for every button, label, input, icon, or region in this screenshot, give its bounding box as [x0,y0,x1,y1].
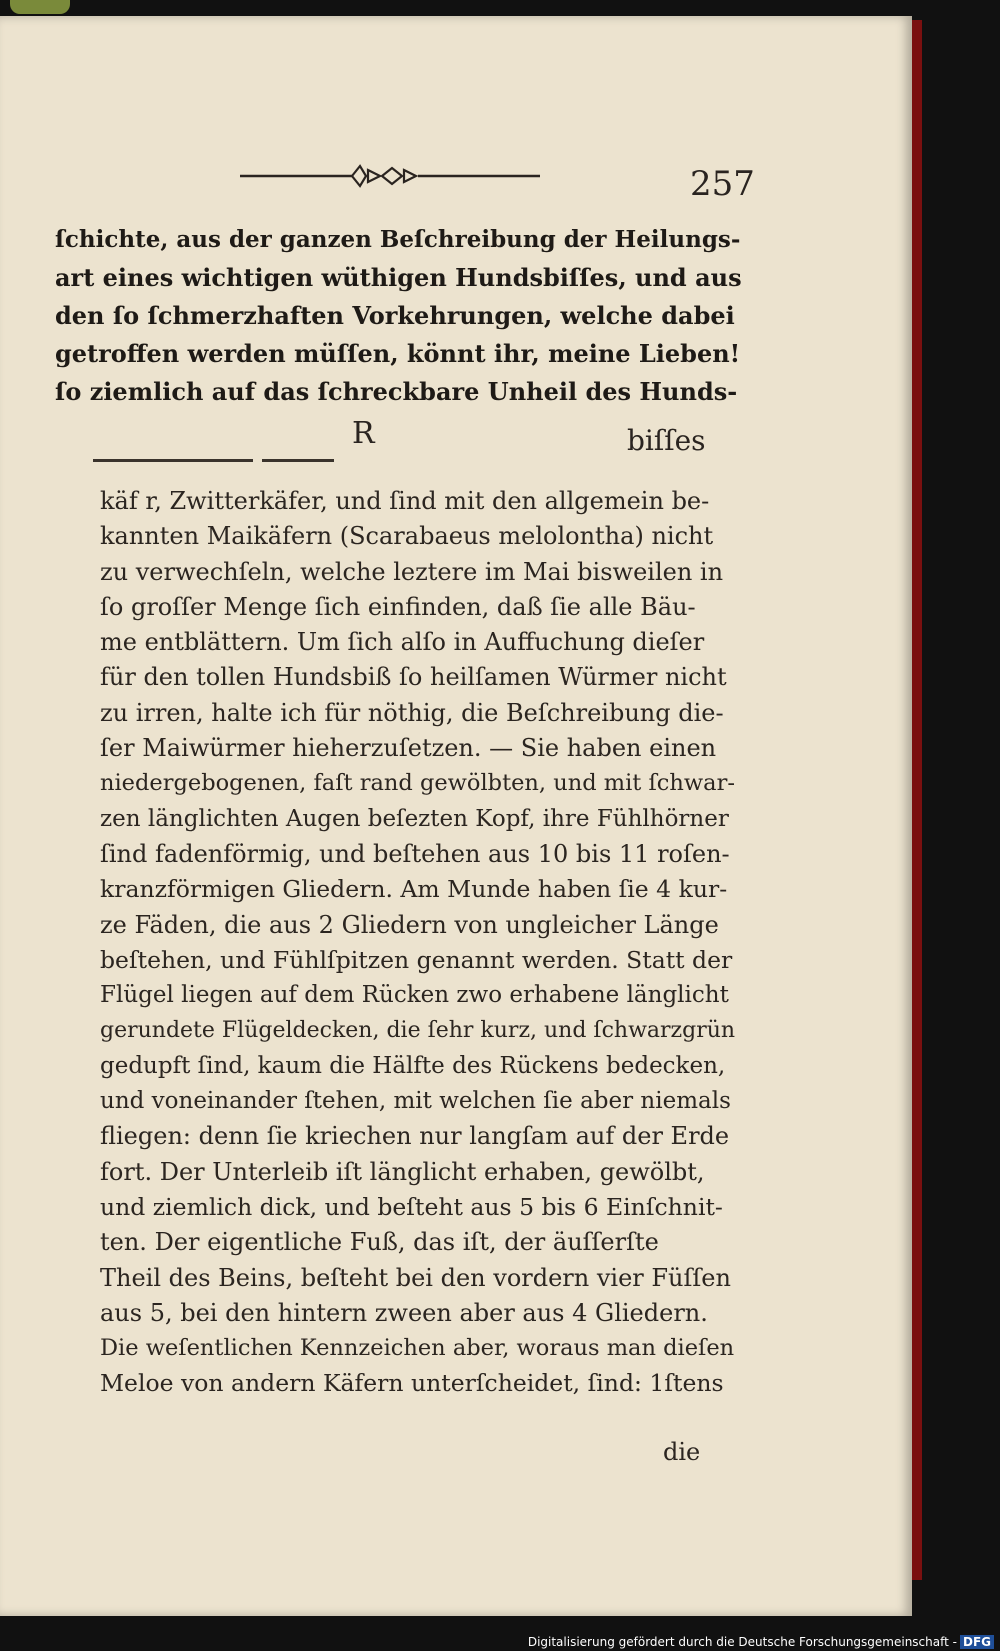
digitization-credit [528,1635,994,1649]
footnote-text [100,484,735,1402]
note-line: beſtehen, und Fühlſpitzen genannt werden. Statt der [100,945,733,974]
catchword-main: biſſes [627,424,706,457]
note-line: aus 5, bei den hintern zween aber aus 4 Gliedern. [100,1298,708,1327]
note-line: Flügel liegen auf dem Rücken zwo erhabene länglicht [100,982,729,1009]
note-line: und voneinander ſtehen, mit welchen ſie aber niemals [100,1088,731,1115]
signature-mark: R [352,416,375,451]
note-line: kranzförmigen Gliedern. Am Munde haben ſie 4 kur- [100,875,728,904]
note-line: ſo groſſer Menge ſich einfinden, daß ſie alle Bäu- [100,592,696,621]
note-line: ſind fadenförmig, und beſtehen aus 10 bis 11 roſen- [100,839,730,868]
note-line: ze Fäden, die aus 2 Gliedern von ungleicher Länge [100,910,719,939]
main-text [55,221,745,411]
text-line: getroffen werden müſſen, könnt ihr, meine Lieben! [55,339,741,368]
text-line: ſo ziemlich auf das ſchreckbare Unheil des Hunds- [55,377,738,406]
note-line: Meloe von andern Käfern unterſcheidet, ſind: 1ſtens [100,1369,724,1398]
note-line: kannten Maikäfern (Scarabaeus melolontha) nicht [100,522,714,551]
text-line: art eines wichtigen wüthigen Hundsbiſſes, und aus [55,263,742,292]
note-line: zen länglichten Augen beſezten Kopf, ihre Fühlhörner [100,805,729,832]
page-edge [912,20,922,1580]
footnote-rule [262,459,334,462]
text-line: ſchichte, aus der ganzen Beſchreibung der Heilungs- [55,226,741,253]
book-page [0,16,912,1616]
note-line: niedergebogenen, faſt rand gewölbten, und mit ſchwar- [100,770,735,797]
page-number: 257 [690,164,755,204]
bookmark-ribbon [10,0,70,14]
note-line: Theil des Beins, beſteht bei den vordern vier Füſſen [100,1263,731,1292]
credit-text: Digitalisierung gefördert durch die Deutsche Forschungsgemeinschaft - [527,1635,957,1649]
note-line: zu verwechſeln, welche leztere im Mai bisweilen in [100,557,724,586]
note-line: me entblättern. Um ſich alſo in Auffuchung dieſer [100,628,705,657]
dfg-logo: DFG [960,1635,994,1649]
note-line: ten. Der eigentliche Fuß, das iſt, der äuſſerſte [100,1228,659,1257]
note-line: und ziemlich dick, und beſteht aus 5 bis 6 Einſchnit- [100,1192,723,1221]
catchword-note: die [663,1438,701,1466]
note-line: gedupft ſind, kaum die Hälfte des Rückens bedecken, [100,1052,726,1079]
note-line: fliegen: denn ſie kriechen nur langſam auf der Erde [100,1122,730,1151]
header-ornament [240,161,550,191]
note-line: für den tollen Hundsbiß ſo heilſamen Würmer nicht [100,663,727,692]
note-line: ſer Maiwürmer hieherzuſetzen. — Sie haben einen [100,734,717,763]
note-line: käf r, Zwitterkäfer, und ſind mit den allgemein be- [100,487,710,515]
note-line: fort. Der Unterleib iſt länglicht erhaben, gewölbt, [100,1157,705,1186]
text-line: den ſo ſchmerzhaften Vorkehrungen, welche dabei [55,301,735,330]
note-line: zu irren, halte ich für nöthig, die Beſchreibung die- [100,698,724,727]
note-line: Die weſentlichen Kennzeichen aber, woraus man dieſen [100,1335,735,1362]
note-line: gerundete Flügeldecken, die ſehr kurz, und ſchwarzgrün [100,1018,736,1044]
footnote-rule [93,459,253,462]
